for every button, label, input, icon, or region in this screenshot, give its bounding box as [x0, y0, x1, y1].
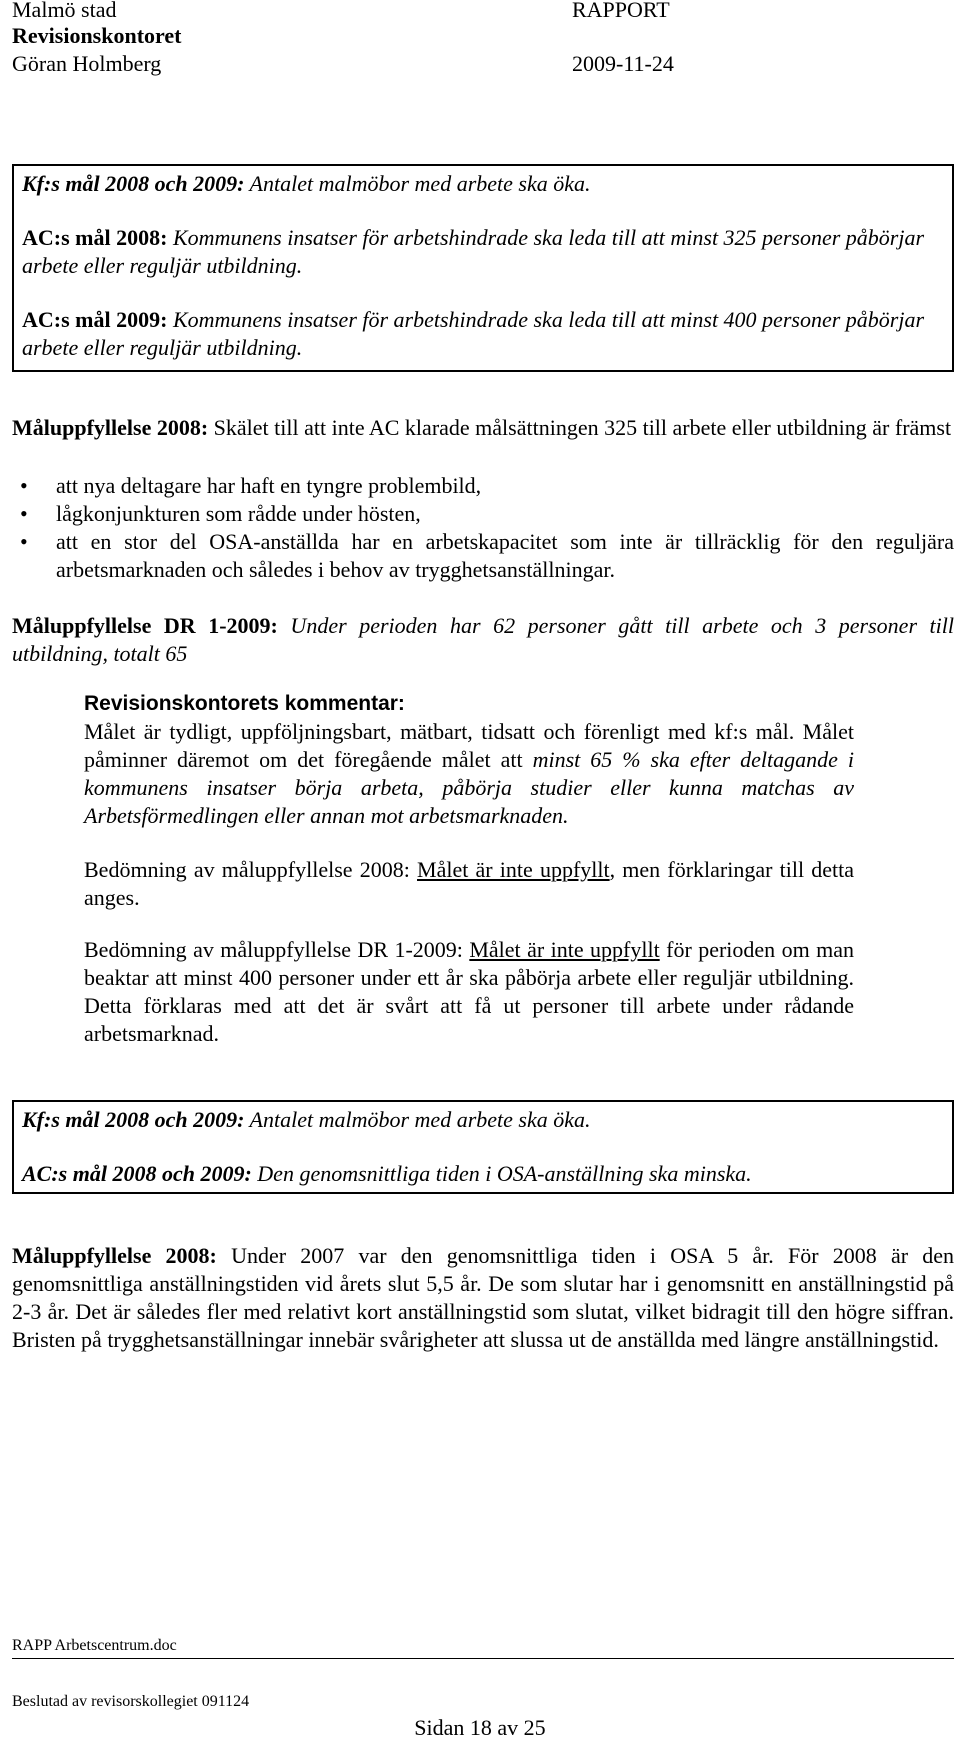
footer-divider — [12, 1658, 954, 1659]
footer-filename: RAPP Arbetscentrum.doc — [12, 1637, 177, 1654]
header-org: Malmö stad — [12, 0, 117, 22]
header-dept: Revisionskontoret — [12, 23, 182, 48]
page-number: Sidan 18 av 25 — [414, 1715, 546, 1740]
goal-fulfilment-2008: Måluppfyllelse 2008: Skälet till att inte AC klarade målsättningen 325 till arbete eller utbildning är främst — [12, 415, 952, 440]
goal-fulfilment-dr: Måluppfyllelse DR 1-2009: Under perioden har 62 personer gått till arbete och 3 personer till utbildning, totalt 65 — [12, 613, 955, 666]
header-doc-type: RAPPORT — [572, 0, 670, 22]
goal-fulfilment-2008-osa: Måluppfyllelse 2008: Under 2007 var den genomsnittliga tiden i OSA 5 år. För 2008 är den genomsnittliga anställningstiden vid årets slut 5,5 år. De som slutar har i genomsnitt en anställningstid på 2-3 år. Det är således fler med relativt kort anställningstid som slutat, vilket bidragit till den högre siffran. Bristen på trygghetsanställningar innebär svårigheter att slussa ut de anställda med längre anställningstid. — [12, 1243, 954, 1352]
ac-goal-2009: AC:s mål 2009: Kommunens insatser för arbetshindrade ska leda till att minst 400 personer påbörjar arbete eller reguljär utbildning. — [22, 307, 924, 360]
footer-approved: Beslutad av revisorskollegiet 091124 — [12, 1693, 250, 1710]
list-item: • att nya deltagare har haft en tyngre problembild, — [20, 473, 482, 498]
ac-goal-2008-2009: AC:s mål 2008 och 2009: Den genomsnittliga tiden i OSA-anställning ska minska. — [22, 1161, 752, 1186]
goal-box-2 — [12, 1100, 954, 1194]
list-item: • att en stor del OSA-anställda har en arbetskapacitet som inte är tillräcklig för den reguljära arbetsmarknaden och således i behov av trygghetsanställningar. — [20, 529, 954, 582]
comment-heading: Revisionskontorets kommentar: — [84, 692, 405, 715]
header-author: Göran Holmberg — [12, 51, 162, 76]
comment-paragraph-2: Bedömning av måluppfyllelse 2008: Målet är inte uppfyllt, men förklaringar till detta anges. — [84, 857, 854, 910]
reason-list — [12, 472, 954, 584]
header-date: 2009-11-24 — [572, 51, 674, 76]
ac-goal-2008: AC:s mål 2008: Kommunens insatser för arbetshindrade ska leda till att minst 325 personer påbörjar arbete eller reguljär utbildning. — [22, 225, 924, 278]
goal-box-1 — [12, 164, 954, 372]
kf-goal-2: Kf:s mål 2008 och 2009: Antalet malmöbor med arbete ska öka. — [22, 1107, 591, 1132]
kf-goal: Kf:s mål 2008 och 2009: Antalet malmöbor med arbete ska öka. — [22, 171, 591, 196]
list-item: • lågkonjunkturen som rådde under hösten, — [20, 501, 421, 526]
comment-paragraph-1: Målet är tydligt, uppföljningsbart, mätbart, tidsatt och förenligt med kf:s mål. Målet påminner däremot om det föregående målet att minst 65 % ska efter deltagande i kommunens insatser börja arbeta, påbörja studier eller kunna matchas av Arbetsförmedlingen eller annan mot arbetsmarknaden. — [84, 719, 854, 828]
comment-paragraph-3: Bedömning av måluppfyllelse DR 1-2009: Målet är inte uppfyllt för perioden om man beaktar att minst 400 personer under ett år ska påbörja arbete eller reguljär utbildning. Detta förklaras med att det är svårt att få ut personer till arbete under rådande arbetsmarknad. — [84, 937, 855, 1046]
